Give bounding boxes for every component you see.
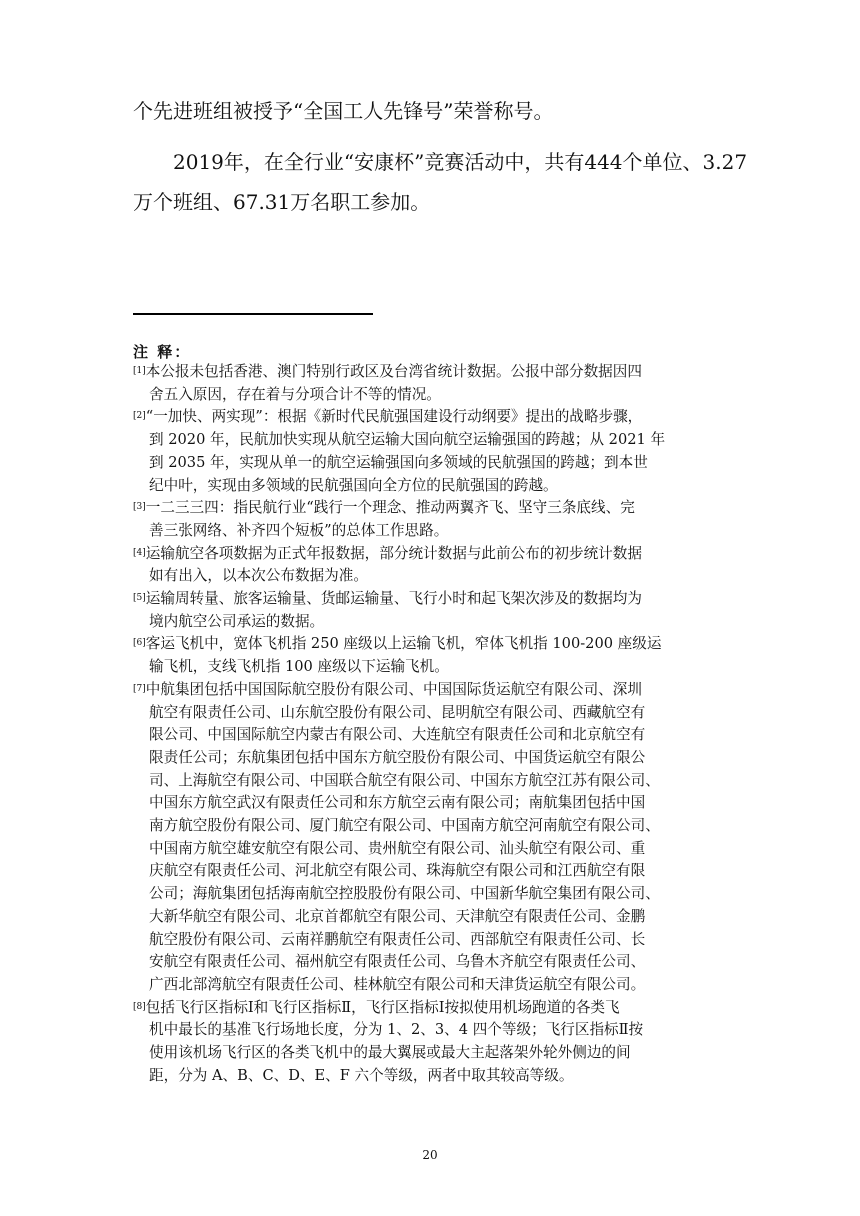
body-text-line-2: 2019年，在全行业“安康杯”竞赛活动中，共有444个单位、3.27 (173, 150, 748, 174)
footnote-text: 运输周转量、旅客运输量、货邮运输量、飞行小时和起飞架次涉及的数据均为 (145, 590, 642, 608)
footnote-line (133, 883, 733, 906)
footnote-line (133, 906, 733, 929)
footnote-text: 航空股份有限公司、云南祥鹏航空有限责任公司、西部航空有限责任公司、长 (149, 930, 646, 948)
notes-title: 注 释： (133, 343, 192, 361)
footnote-text: 限责任公司；东航集团包括中国东方航空股份有限公司、中国货运航空有限公 (149, 748, 646, 766)
footnote-line (133, 361, 733, 384)
footnote-text: 舍五入原因，存在着与分项合计不等的情况。 (149, 385, 441, 403)
footnote-text: 中航集团包括中国国际航空股份有限公司、中国国际货运航空有限公司、深圳 (145, 680, 642, 698)
footnote-text: 限公司、中国国际航空内蒙古有限公司、大连航空有限责任公司和北京航空有 (149, 726, 646, 744)
footnote-line (133, 543, 733, 566)
footnote-text: 客运飞机中，宽体飞机指 250 座级以上运输飞机，窄体飞机指 100-200 座级运 (145, 635, 662, 653)
footnote-line (133, 1065, 733, 1088)
footnote-marker: [3] (133, 502, 146, 513)
footnote-line (133, 838, 733, 861)
footnote-line (133, 565, 733, 588)
footnote-text: 到 2020 年，民航加快实现从航空运输大国向航空运输强国的跨越；从 2021 年 (149, 431, 666, 449)
footnote-marker: [2] (133, 411, 146, 422)
footnote-separator (133, 313, 373, 315)
footnote-text: 司、上海航空有限公司、中国联合航空有限公司、中国东方航空江苏有限公司、 (149, 771, 660, 789)
footnote-marker: [4] (133, 547, 146, 558)
footnote-line (133, 588, 733, 611)
footnote-line (133, 702, 733, 725)
footnote-text: 机中最长的基准飞行场地长度，分为 1、2、3、4 四个等级；飞行区指标Ⅱ按 (149, 1021, 644, 1039)
footnote-line (133, 1019, 733, 1042)
footnote-line (133, 929, 733, 952)
footnote-text: 输飞机，支线飞机指 100 座级以下运输飞机。 (149, 658, 449, 676)
footnote-item (133, 543, 733, 588)
footnote-text: 中国南方航空雄安航空有限公司、贵州航空有限公司、汕头航空有限公司、重 (149, 839, 646, 857)
footnote-marker: [5] (133, 593, 146, 604)
footnote-line (133, 770, 733, 793)
footnote-marker: [6] (133, 638, 146, 649)
footnote-text: 到 2035 年，实现从单一的航空运输强国向多领域的民航强国的跨越；到本世 (149, 453, 648, 471)
footnote-line (133, 1042, 733, 1065)
footnote-text: 安航空有限责任公司、福州航空有限责任公司、乌鲁木齐航空有限责任公司、 (149, 953, 646, 971)
page-number: 20 (422, 1148, 438, 1162)
footnote-marker: [1] (133, 366, 146, 376)
footnote-text: 南方航空股份有限公司、厦门航空有限公司、中国南方航空河南航空有限公司、 (149, 817, 660, 835)
footnote-text: 包括飞行区指标Ⅰ和飞行区指标Ⅱ，飞行区指标Ⅰ按拟使用机场跑道的各类飞 (145, 998, 620, 1016)
footnote-item (133, 588, 733, 633)
footnote-item (133, 361, 733, 406)
footnote-line (133, 452, 733, 475)
footnote-line (133, 724, 733, 747)
footnote-item (133, 997, 733, 1088)
footnote-text: 公司；海航集团包括海南航空控股股份有限公司、中国新华航空集团有限公司、 (149, 885, 660, 903)
footnote-text: 距，分为 A、B、C、D、E、F 六个等级，两者中取其较高等级。 (149, 1066, 574, 1084)
footnote-text: 广西北部湾航空有限责任公司、桂林航空有限公司和天津货运航空有限公司。 (149, 975, 646, 993)
footnote-text: 大新华航空有限公司、北京首都航空有限公司、天津航空有限责任公司、金鹏 (149, 907, 646, 925)
footnote-text: 中国东方航空武汉有限责任公司和东方航空云南有限公司；南航集团包括中国 (149, 794, 646, 812)
footnotes-list (133, 361, 733, 1088)
footnote-text: 一二三三四：指民航行业“践行一个理念、推动两翼齐飞、坚守三条底线、完 (145, 499, 635, 517)
body-text-line-1: 个先进班组被授予“全国工人先锋号”荣誉称号。 (133, 99, 554, 123)
footnote-line (133, 747, 733, 770)
footnote-item (133, 633, 733, 678)
footnote-line (133, 429, 733, 452)
footnote-text: 本公报未包括香港、澳门特别行政区及台湾省统计数据。公报中部分数据因四 (145, 363, 642, 380)
footnote-marker: [8] (133, 1001, 146, 1012)
footnote-line (133, 815, 733, 838)
footnote-line (133, 860, 733, 883)
footnote-item (133, 406, 733, 497)
footnote-text: “一加快、两实现”：根据《新时代民航强国建设行动纲要》提出的战略步骤， (145, 408, 643, 426)
footnote-line (133, 611, 733, 634)
footnote-text: 善三张网络、补齐四个短板”的总体工作思路。 (149, 521, 449, 539)
footnote-text: 境内航空公司承运的数据。 (149, 612, 325, 630)
footnote-line (133, 633, 733, 656)
footnote-text: 运输航空各项数据为正式年报数据，部分统计数据与此前公布的初步统计数据 (145, 544, 642, 562)
footnote-line (133, 656, 733, 679)
footnote-marker: [7] (133, 683, 146, 694)
footnote-item (133, 679, 733, 997)
footnote-item (133, 497, 733, 542)
footnote-line (133, 679, 733, 702)
footnote-line (133, 792, 733, 815)
footnote-line (133, 974, 733, 997)
footnote-text: 航空有限责任公司、山东航空股份有限公司、昆明航空有限公司、西藏航空有 (149, 703, 646, 721)
footnote-line (133, 497, 733, 520)
footnote-text: 使用该机场飞行区的各类飞机中的最大翼展或最大主起落架外轮外侧边的间 (149, 1044, 631, 1062)
footnote-line (133, 997, 733, 1020)
footnote-line (133, 520, 733, 543)
footnote-line (133, 384, 733, 407)
footnote-text: 纪中叶，实现由多领域的民航强国向全方位的民航强国的跨越。 (149, 476, 558, 494)
footnote-text: 如有出入，以本次公布数据为准。 (149, 567, 368, 585)
footnote-line (133, 406, 733, 429)
footnote-line (133, 475, 733, 498)
body-text-line-3: 万个班组、67.31万名职工参加。 (133, 190, 431, 214)
footnote-text: 庆航空有限责任公司、河北航空有限公司、珠海航空有限公司和江西航空有限 (149, 862, 646, 880)
footnote-line (133, 951, 733, 974)
